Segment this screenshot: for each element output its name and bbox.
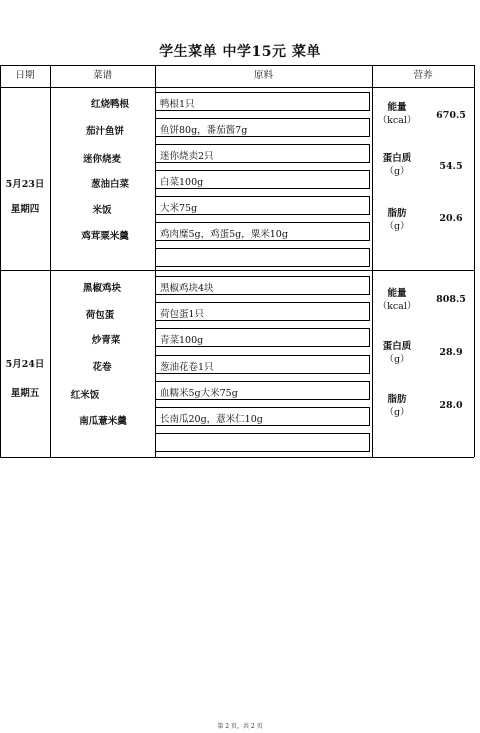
dish-name: 炒青菜 [91,335,121,346]
nutrition-unit: （g） [384,407,410,418]
day-divider [0,270,474,271]
dish-name: 茄汁鱼饼 [85,126,124,137]
ingredient-text: 鸭根1只 [160,99,195,110]
nutrition-value: 28.9 [439,347,463,358]
ingredient-text: 鸡肉糜5g，鸡蛋5g，粟米10g [160,229,288,240]
weekday-cell: 星期五 [10,388,40,399]
nutrition-value: 54.5 [439,161,463,172]
ingredient-text: 葱油花卷1只 [160,362,214,373]
page-title: 学生菜单 中学15元 菜单 [159,44,321,60]
ingredient-text: 黑椒鸡块4块 [160,283,214,294]
nutrition-label [373,101,421,127]
header-recipe: 菜谱 [92,70,112,81]
dish-name: 迷你烧麦 [82,154,121,165]
dish-name: 南瓜薏米羹 [79,416,127,427]
page-footer: 第 2 页，共 2 页 [217,723,263,730]
ingredient-text: 迷你烧卖2只 [160,151,214,162]
ingredient-text: 鱼饼80g，番茄酱7g [160,125,248,136]
dish-name: 荷包蛋 [85,310,115,321]
header-bottom-border [0,87,474,88]
ingredient-text: 青菜100g [160,335,204,346]
dish-name: 米饭 [92,205,112,216]
header-nutrition: 营养 [413,70,433,81]
ingredient-text: 血糯米5g大米75g [160,388,238,399]
ingredient-text: 长南瓜20g，薏米仁10g [160,414,263,425]
nutrition-value: 808.5 [436,294,466,305]
nutrition-unit: （kcal） [377,115,417,126]
ingredient-text: 大米75g [160,203,198,214]
header-ingredients: 原料 [253,70,273,81]
nutrition-value: 28.0 [439,400,463,411]
nutrition-unit: （g） [384,166,410,177]
dish-name: 花卷 [92,362,112,373]
nutrition-name: 蛋白质 [382,341,412,352]
nutrition-label [373,152,421,178]
right-border [474,65,475,457]
nutrition-label [373,393,421,419]
nutrition-unit: （g） [384,221,410,232]
table-bottom-border [0,457,474,458]
ingredient-text: 荷包蛋1只 [160,309,205,320]
nutrition-label [373,340,421,366]
nutrition-unit: （g） [384,354,410,365]
nutrition-name: 脂肪 [387,394,407,405]
dish-name: 红烧鸭根 [90,99,129,110]
header-date: 日期 [15,70,35,81]
nutrition-name: 能量 [387,288,407,299]
nutrition-name: 蛋白质 [382,153,412,164]
date-cell: 5月24日 [5,359,45,370]
date-cell: 5月23日 [5,179,45,190]
nutrition-label [373,207,421,233]
dish-name: 鸡茸粟米羹 [81,231,129,242]
nutrition-value: 670.5 [436,110,466,121]
ingredient-box [155,433,370,452]
nutrition-label [373,287,421,313]
nutrition-name: 能量 [387,102,407,113]
nutrition-unit: （kcal） [377,301,417,312]
dish-name: 红米饭 [70,390,100,401]
nutrition-name: 脂肪 [387,208,407,219]
ingredient-text: 白菜100g [160,177,204,188]
weekday-cell: 星期四 [10,204,40,215]
ingredient-box [155,248,370,267]
dish-name: 黑椒鸡块 [82,283,121,294]
nutrition-value: 20.6 [439,213,463,224]
dish-name: 葱油白菜 [90,179,129,190]
